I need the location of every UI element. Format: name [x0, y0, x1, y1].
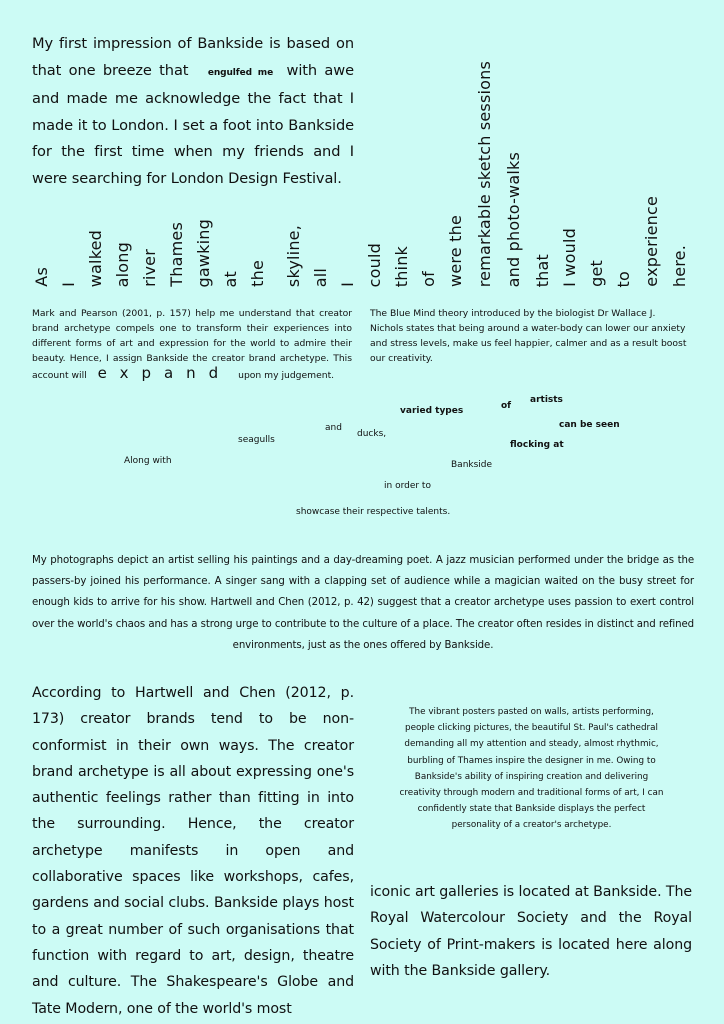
vertical-word: were the	[446, 215, 465, 287]
vertical-word: I	[338, 282, 357, 287]
vertical-word: of	[419, 271, 438, 287]
vertical-word: skyline,	[284, 224, 303, 287]
vertical-word: that	[533, 253, 552, 287]
vertical-word: think	[392, 245, 411, 287]
vertical-word: I would	[560, 228, 579, 287]
blue-mind-citation: The Blue Mind theory introduced by the biologist Dr Wallace J. Nichols states that being around a water-body can lower our anxiety and stress levels, make us feel happier, calmer and as a result boost our creativity.	[370, 308, 687, 364]
citation-text-end: upon my judgement.	[238, 370, 335, 381]
vertical-word: and photo-walks	[504, 151, 523, 287]
vertical-word: walked	[86, 229, 105, 287]
vertical-word: all	[311, 267, 330, 287]
scatter-word: Bankside	[451, 460, 493, 470]
vertical-word: the	[248, 260, 267, 287]
scatter-word: seagulls	[238, 435, 275, 445]
vertical-word: remarkable sketch sessions	[475, 60, 494, 287]
scatter-word: and	[325, 423, 342, 433]
scatter-word: in order to	[384, 481, 431, 491]
vibrant-posters-quote: The vibrant posters pasted on walls, artists performing, people clicking pictures, the beautiful St. Paul's cathedral demanding all my attention and steady, almost rhythmic, burbling of Thames inspire the designer in me. Owing to Bankside's ability of inspiring creation and delivering creativity through modern and traditional forms of art, I can confidently state that Bankside displays the perfect personality of a creator's archetype.	[399, 707, 664, 831]
scatter-word: showcase their respective talents.	[296, 507, 451, 517]
scatter-word: can be seen	[559, 420, 620, 430]
vertical-word: I	[59, 282, 78, 287]
intro-paragraph	[32, 31, 354, 192]
vertical-word: here.	[670, 244, 689, 287]
expand-word: expand	[97, 364, 232, 382]
scatter-word: flocking at	[510, 440, 564, 450]
scatter-word: ducks,	[357, 429, 387, 439]
vertical-word: gawking	[194, 218, 213, 287]
vertical-word: river	[140, 249, 159, 287]
intro-engulfed-phrase: engulfed me	[207, 67, 274, 78]
galleries-paragraph: iconic art galleries is located at Bankside. The Royal Watercolour Society and the Royal Society of Print-makers is located here along with the Bankside gallery.	[370, 884, 692, 979]
scatter-word: artists	[530, 395, 563, 405]
vertical-word: along	[113, 241, 132, 287]
vertical-word: experience	[642, 196, 661, 287]
scatter-word: of	[501, 401, 512, 411]
creator-archetype-citation	[32, 306, 352, 383]
vertical-word: at	[221, 270, 240, 287]
photographs-paragraph: My photographs depict an artist selling his paintings and a day-dreaming poet. A jazz musician performed under the bridge as the passers-by joined his performance. A singer sang with a clapping set of audience while a magician waited on the busy street for enough kids to arrive for his show. Hartwell and Chen (2012, p. 42) suggest that a creator archetype uses passion to exert control over the world's chaos and has a strong urge to contribute to the culture of a place. The creator often resides in distinct and refined environments, just as the ones offered by Bankside.	[32, 555, 694, 651]
vertical-word: could	[365, 242, 384, 287]
scatter-word: varied types	[400, 406, 464, 416]
creator-brands-paragraph: According to Hartwell and Chen (2012, p. 173) creator brands tend to be non-conformist in their own ways. The creator brand archetype is all about expressing one's authentic feelings rather than fitting in into the surrounding. Hence, the creator archetype manifests in open and collaborative spaces like workshops, cafes, gardens and social clubs. Bankside plays host to a great number of such organisations that function with regard to art, design, theatre and culture. The Shakespeare's Globe and Tate Modern, one of the world's most	[32, 685, 354, 1017]
intro-text-start: My first impression of Bankside is based on that one breeze that	[32, 35, 354, 79]
scatter-word: Along with	[124, 456, 172, 466]
vertical-word: As	[32, 267, 51, 287]
vertical-word: to	[614, 270, 633, 287]
vertical-word: Thames	[167, 222, 186, 287]
intro-text-end: with awe and made me acknowledge the fact that I made it to London. I set a foot into Bankside for the first time when my friends and I were searching for London Design Festival.	[32, 61, 354, 187]
citation-text: Mark and Pearson (2001, p. 157) help me understand that creator brand archetype compels one to transform their experiences into different forms of art and expression for the world to admire their beauty. Hence, I assign Bankside the creator brand archetype. This account will	[32, 308, 352, 381]
vertical-word: get	[587, 260, 606, 287]
